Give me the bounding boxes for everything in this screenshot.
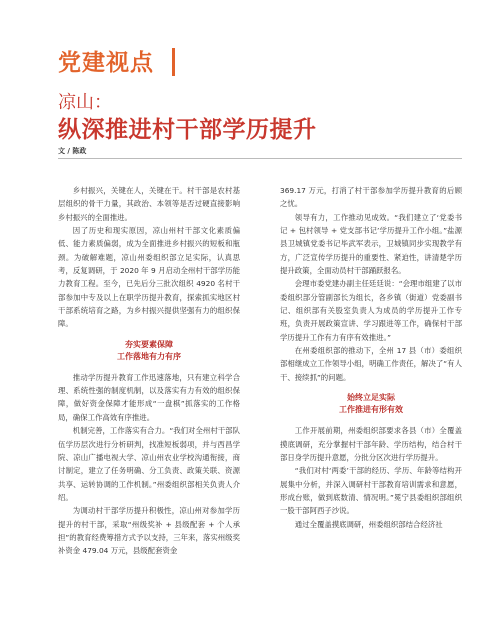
title-divider [58, 158, 462, 159]
column-name: 党建视点 [58, 50, 154, 76]
paragraph: 会理市委党建办副主任廷廷说：“会理市组建了以市委组织部分管副部长为组长，各乡镇（街道）党委副书记、组织部有关股室负责人为成员的学历提升工作专班，负责开展政策宣讲、学习跟进等工作，确保村干部学历提升工作有力有序有效推进。” [280, 279, 462, 342]
paragraph: 369.17 万元，打消了村干部参加学历提升教育的后顾之忧。 [280, 186, 462, 209]
section-heading [58, 339, 240, 363]
paragraph: 工作开展前期，州委组织部要求各县（市）全覆盖摸底调研，充分掌握村干部年龄、学历结构，结合村干部日身学历提升意愿，分批分区次进行学历提升。 [280, 426, 462, 462]
article-title: 纵深推进村干部学历提升 [58, 116, 317, 143]
section-heading-line: 始终立足实际 [347, 393, 395, 403]
paragraph: 领导有力，工作推动见成效。“我们建立了‘党委书记 + 包村领导 + 党支部书记’学历提升工作小组。”盐源县卫城镇党委书记毕武军表示，卫城镇同步实现教学有方，广泛宣传学历提升的重要性、紧迫性，讲清楚学历提升政策，全面动员村干部踊跃报名。 [280, 212, 462, 276]
column-divider [172, 48, 175, 76]
section-heading-line: 夯实要素保障 [125, 339, 173, 349]
section-heading-line: 工作推进有形有效 [339, 405, 403, 415]
paragraph: 通过全覆盖摸底调研，州委组织部结合经济社 [294, 519, 443, 529]
section-heading-line: 工作落地有力有序 [117, 351, 181, 361]
paragraph: 为调动村干部学历提升积极性，凉山州对参加学历提升的村干部，采取“州级奖补 + 县级配套 + 个人承担”的教育经费筹措方式予以支持，三年来，落实州级奖补资金 479.04 万元，县级配套资金 [58, 506, 240, 556]
page-header [0, 22, 496, 76]
article-byline: 文 / 陈政 [58, 147, 87, 155]
article-place: 凉山： [58, 92, 112, 113]
paragraph: “我们对村‘两委’干部的经历、学历、年龄等结构开展集中分析，并深入调研村干部教育培训需求和意愿，形成台账，做到底数清、情况明。”冕宁县委组织部组织一股干部阿西子沙说。 [280, 466, 462, 516]
paragraph: 推动学历提升教育工作迅速落地，只有建立科学合理、系统性强的制度机制，以及落实有力有效的组织保障，做好资金保障才能形成“一盘棋”抓落实的工作格局，确保工作高效有序推进。 [58, 372, 240, 422]
paragraph: 机制完善，工作落实有合力。“我们对全州村干部队伍学历层次进行分析研判，找准短板弱项，并与西昌学院、凉山广播电视大学、凉山州农业学校沟通衔接，商讨制定，建立了任务明确、分工负责、政策关联、资源共享、运转协调的工作机制。”州委组织部相关负责人介绍。 [58, 426, 240, 502]
paragraph: 乡村振兴，关键在人，关键在干。村干部是农村基层组织的骨干力量，其政治、本领等是否过硬直接影响乡村振兴的全面推进。 [58, 186, 240, 222]
paragraph: 在州委组织部的推动下，全州 17 县（市）委组织部相继成立工作领导小组，明确工作责任，解决了“有人干、接续抓”的问题。 [280, 346, 462, 382]
right-column [280, 184, 462, 531]
left-column [58, 184, 240, 558]
section-heading [280, 392, 462, 416]
paragraph: 因了历史和现实原因，凉山州村干部文化素质偏低、能力素质偏弱，成为全面推进乡村振兴的短板和瓶颈。为破解难题，凉山州委组织部立足实际，认真思考，反复调研，于 2020 年 9 月启动全州村干部学历能力教育工程。至今，已先后分三批次组织 4920 名村干部参加中专及以上在职学历提升教育，探索抓实地区村干部系统培育之路，为乡村振兴提供坚强有力的组织保障。 [58, 226, 240, 329]
